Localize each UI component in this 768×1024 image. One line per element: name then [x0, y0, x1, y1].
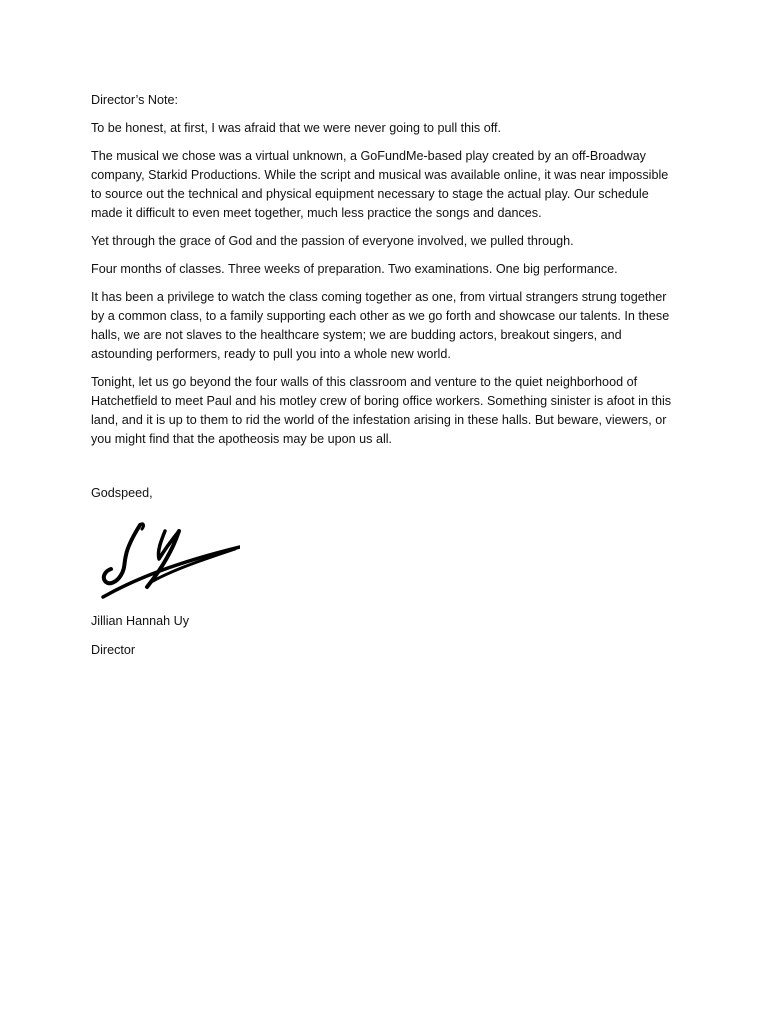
signer-title: Director: [91, 643, 136, 657]
handwritten-signature: [95, 519, 240, 599]
letter-paragraph: The musical we chose was a virtual unknown, a GoFundMe-based play created by an off-Broadway company, Starkid Productions. While the script and musical was available online, it was near impossible to source out the technical and physical equipment necessary to stage the actual play. Our schedule made it difficult to even meet together, much less practice the songs and dances.: [91, 149, 669, 220]
letter-paragraph: To be honest, at first, I was afraid that we were never going to pull this off.: [91, 121, 501, 135]
letter-paragraph: It has been a privilege to watch the class coming together as one, from virtual strangers strung together by a common class, to a family supporting each other as we go forth and showcase our talents. In these halls, we are not slaves to the healthcare system; we are budding actors, breakout singers, and astounding performers, ready to pull you into a whole new world.: [91, 290, 670, 361]
letter-heading: Director’s Note:: [91, 93, 179, 107]
letter-closing: Godspeed,: [91, 486, 153, 500]
letter-paragraph: Yet through the grace of God and the passion of everyone involved, we pulled through.: [91, 234, 574, 248]
letter-paragraph: Four months of classes. Three weeks of preparation. Two examinations. One big performance.: [91, 262, 618, 276]
letter-body: [91, 91, 681, 660]
letter-paragraph: Tonight, let us go beyond the four walls of this classroom and venture to the quiet neighborhood of Hatchetfield to meet Paul and his motley crew of boring office workers. Something sinister is afoot in this land, and it is up to them to rid the world of the infestation arising in these halls. But beware, viewers, or you might find that the apotheosis may be upon us all.: [91, 375, 672, 446]
signer-name: Jillian Hannah Uy: [91, 614, 190, 628]
